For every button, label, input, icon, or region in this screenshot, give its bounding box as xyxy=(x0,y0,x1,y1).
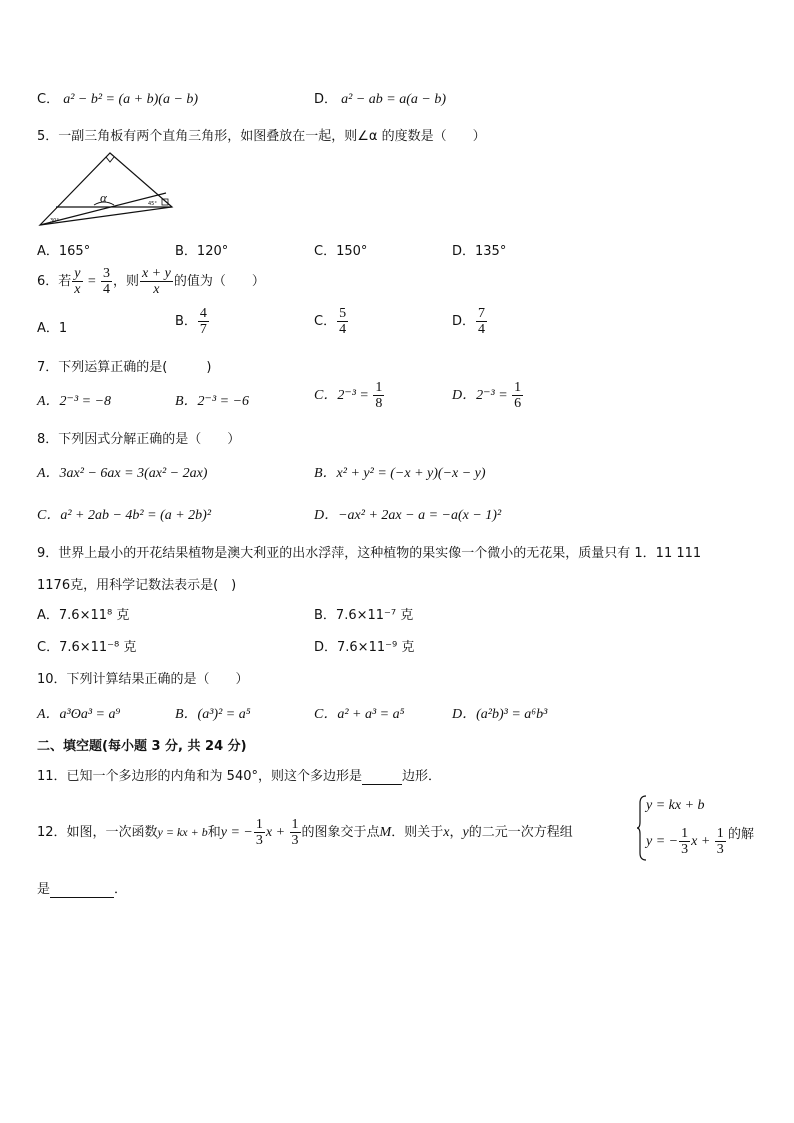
q12-line2-pre: 是 xyxy=(37,882,51,897)
q11-pre: 11．已知一个多边形的内角和为 540°，则这个多边形是 xyxy=(37,769,362,784)
q8-option-b[interactable]: B．x² + y² = (−x + y)(−x − y) xyxy=(314,466,486,481)
q11-answer-blank[interactable] xyxy=(362,769,402,785)
q6-fraction-xy-over-x: $\frac{x + y}{x}$ xyxy=(141,266,171,297)
q12-var-x: x xyxy=(443,825,450,840)
q8-option-a[interactable]: A．3ax² − 6ax = 3(ax² − 2ax) xyxy=(37,466,208,481)
q6-option-d-label: D． xyxy=(452,314,476,329)
q6-pre: 6．若 xyxy=(37,274,72,289)
q5-angle-30-label: 30° xyxy=(50,218,59,224)
q12-stem xyxy=(37,817,573,848)
q5-triangle-figure xyxy=(36,149,176,231)
section-2-heading: 二、填空题(每小题 3 分, 共 24 分) xyxy=(37,739,247,754)
q9-option-d[interactable]: D．7.6×11⁻⁹ 克 xyxy=(314,640,415,655)
q6-fraction-3-4: $\frac{3}{4}$ xyxy=(102,266,110,297)
q5-option-d[interactable]: D．135° xyxy=(452,244,507,259)
q4-option-c-expr: a² − b² = (a + b)(a − b) xyxy=(63,92,199,107)
q6-option-d[interactable] xyxy=(452,306,488,337)
q12-func2-pre: y = − xyxy=(220,825,253,840)
q11-post: 边形． xyxy=(402,769,442,784)
q12-point-m: M xyxy=(379,825,392,840)
q6-option-b-label: B． xyxy=(175,314,197,329)
q12-and: 和 xyxy=(207,825,221,840)
q12-sys2-frac2: $\frac{1}{3}$ xyxy=(716,826,724,857)
q7-option-c-fraction: $\frac{1}{8}$ xyxy=(375,380,383,411)
q6-option-a[interactable]: A．1 xyxy=(37,321,68,336)
q11-stem xyxy=(37,765,441,785)
q10-option-a[interactable]: A．a³ʘa³ = a⁹ xyxy=(37,707,121,722)
q5-right-angle-mark xyxy=(106,157,114,162)
q6-post: 的值为（ ） xyxy=(173,274,265,289)
q10-stem: 10．下列计算结果正确的是（ ） xyxy=(37,672,249,687)
q6-option-c[interactable] xyxy=(314,306,349,337)
q7-option-d-fraction: $\frac{1}{6}$ xyxy=(514,380,522,411)
q12-post: 的解 xyxy=(728,827,755,842)
q6-option-c-fraction: $\frac{5}{4}$ xyxy=(339,306,347,337)
q5-option-b[interactable]: B．120° xyxy=(175,244,229,259)
q10-option-c[interactable]: C．a² + a³ = a⁵ xyxy=(314,707,405,722)
q5-angle-45-label: 45° xyxy=(148,201,157,207)
q4-option-c[interactable] xyxy=(37,88,198,108)
q12-answer-blank[interactable] xyxy=(50,882,114,898)
q7-option-a[interactable]: A．2⁻³ = −8 xyxy=(37,394,112,409)
q9-option-a[interactable]: A．7.6×11⁸ 克 xyxy=(37,608,130,623)
q5-big-triangle xyxy=(40,153,172,225)
q12-sys2-mid: x + xyxy=(691,834,714,849)
q5-stem: 5．一副三角板有两个直角三角形，如图叠放在一起，则∠α 的度数是（ ） xyxy=(37,129,486,144)
q6-mid: ，则 xyxy=(112,274,139,289)
q6-fraction-y-over-x: $\frac{y}{x}$ xyxy=(74,266,81,297)
q12-mid: 的图象交于点 xyxy=(301,825,380,840)
q12-func2-frac2: $\frac{1}{3}$ xyxy=(291,817,299,848)
q7-option-d[interactable] xyxy=(452,380,524,411)
q4-option-d-label: D． xyxy=(314,92,338,107)
q12-var-y: y xyxy=(462,825,469,840)
q8-stem: 8．下列因式分解正确的是（ ） xyxy=(37,432,241,447)
q5-option-c[interactable]: C．150° xyxy=(314,244,368,259)
q10-option-b[interactable]: B．(a³)² = a⁵ xyxy=(175,707,251,722)
q12-mid3: 的二元一次方程组 xyxy=(468,825,573,840)
q7-option-b[interactable]: B．2⁻³ = −6 xyxy=(175,394,250,409)
q12-mid2: ．则关于 xyxy=(391,825,444,840)
q5-alpha-label: α xyxy=(100,190,107,205)
q12-comma: ， xyxy=(449,825,463,840)
q6-equals: = xyxy=(83,274,100,289)
q10-option-d[interactable]: D．(a²b)³ = a⁶b³ xyxy=(452,707,548,722)
q12-func2-frac1: $\frac{1}{3}$ xyxy=(255,817,263,848)
q12-func1: y = kx + b xyxy=(157,825,208,839)
q12-system-eq1: y = kx + b xyxy=(646,798,705,813)
q6-option-b-fraction: $\frac{4}{7}$ xyxy=(199,306,207,337)
q7-option-c[interactable] xyxy=(314,380,385,411)
q12-sys2-pre: y = − xyxy=(646,834,679,849)
q6-stem xyxy=(37,266,265,297)
q4-option-c-label: C． xyxy=(37,92,60,107)
q12-sys2-frac1: $\frac{1}{3}$ xyxy=(681,826,689,857)
q9-option-b[interactable]: B．7.6×11⁻⁷ 克 xyxy=(314,608,414,623)
q12-system-eq2 xyxy=(646,826,727,857)
q9-option-c[interactable]: C．7.6×11⁻⁸ 克 xyxy=(37,640,137,655)
q8-option-c[interactable]: C．a² + 2ab − 4b² = (a + 2b)² xyxy=(37,508,212,523)
q8-option-d[interactable]: D．−ax² + 2ax − a = −a(x − 1)² xyxy=(314,508,502,523)
q12-line2-post: ． xyxy=(114,882,128,897)
q12-func2-mid: x + xyxy=(265,825,289,840)
q6-option-b[interactable] xyxy=(175,306,210,337)
q6-option-c-label: C． xyxy=(314,314,337,329)
q6-option-d-fraction: $\frac{7}{4}$ xyxy=(478,306,486,337)
q12-line2 xyxy=(37,878,127,898)
q9-stem-line2: 1176克，用科学记数法表示是( ) xyxy=(37,578,237,593)
q9-stem-line1: 9．世界上最小的开花结果植物是澳大利亚的出水浮萍，这种植物的果实像一个微小的无花果，质量只有 1．11 111 xyxy=(37,546,702,561)
q4-option-d[interactable] xyxy=(314,88,446,108)
q7-option-d-label: D．2⁻³ = xyxy=(452,388,512,403)
q5-option-a[interactable]: A．165° xyxy=(37,244,91,259)
q4-option-d-expr: a² − ab = a(a − b) xyxy=(341,92,447,107)
q7-stem: 7．下列运算正确的是( ) xyxy=(37,360,212,375)
q12-pre: 12．如图，一次函数 xyxy=(37,825,158,840)
q7-option-c-label: C．2⁻³ = xyxy=(314,388,373,403)
